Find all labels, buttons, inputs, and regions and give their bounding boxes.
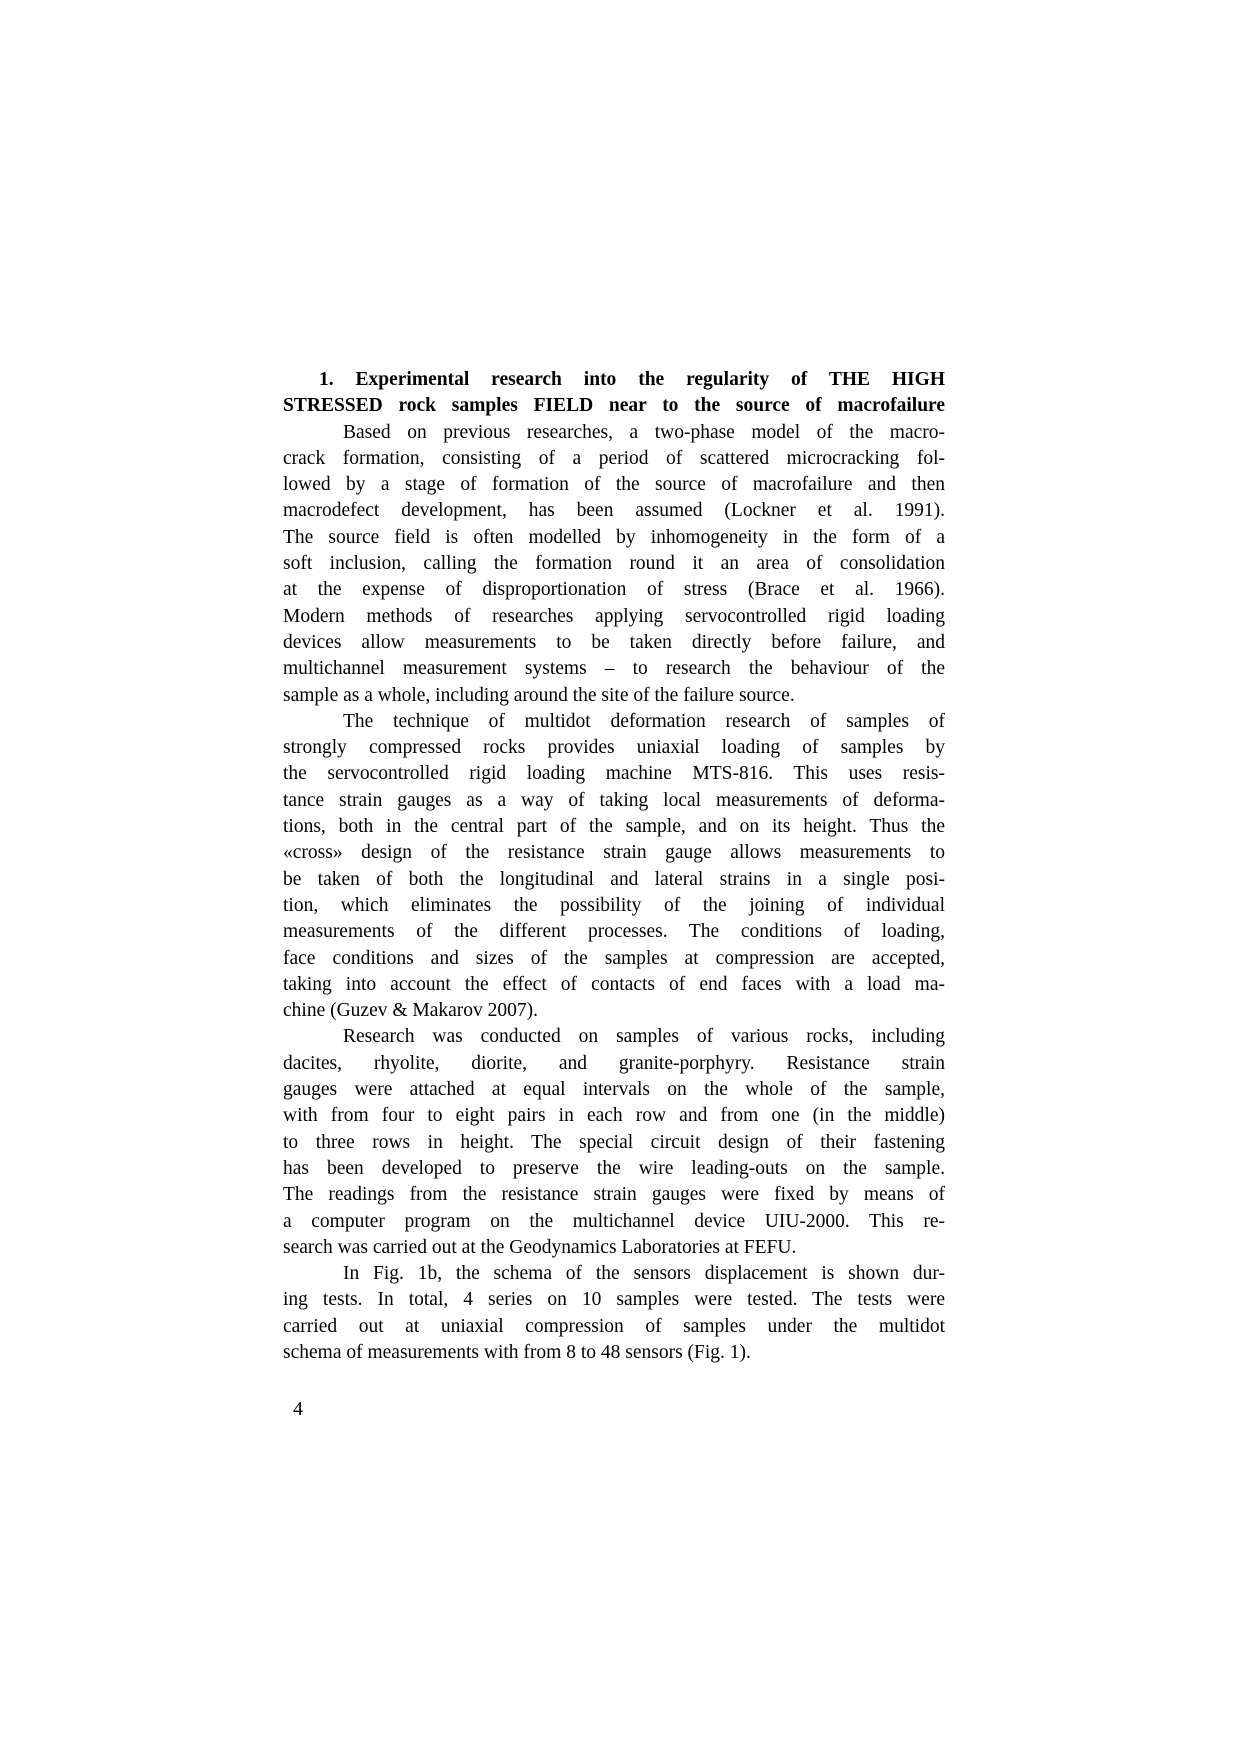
text-line: macrodefect development, has been assumed (Lockner et al. 1991). [283, 500, 945, 522]
heading-line: 1. Experimental research into the regularity of THE HIGH [319, 369, 945, 390]
text-line: «cross» design of the resistance strain gauge allows measurements to [283, 842, 945, 864]
text-line: multichannel measurement systems – to research the behaviour of the [283, 658, 945, 680]
text-line: carried out at uniaxial compression of samples under the multidot [283, 1315, 945, 1337]
text-line: with from four to eight pairs in each row and from one (in the middle) [283, 1105, 945, 1127]
text-line: strongly compressed rocks provides uniaxial loading of samples by [283, 737, 945, 759]
text-line: Based on previous researches, a two-phase model of the macro- [343, 421, 945, 443]
text-line: ing tests. In total, 4 series on 10 samples were tested. The tests were [283, 1289, 945, 1311]
text-line: tions, both in the central part of the sample, and on its height. Thus the [283, 816, 945, 838]
text-line: crack formation, consisting of a period of scattered microcracking fol- [283, 447, 945, 469]
text-line: has been developed to preserve the wire leading-outs on the sample. [283, 1157, 945, 1179]
text-line: a computer program on the multichannel device UIU-2000. This re- [283, 1210, 945, 1232]
text-line: The readings from the resistance strain gauges were fixed by means of [283, 1184, 945, 1206]
text-line: tion, which eliminates the possibility of the joining of individual [283, 894, 945, 916]
paragraph-research-samples [283, 1024, 945, 1261]
text-line: measurements of the different processes. The conditions of loading, [283, 921, 945, 943]
text-line: dacites, rhyolite, diorite, and granite-porphyry. Resistance strain [283, 1052, 945, 1074]
text-line: the servocontrolled rigid loading machine MTS-816. This uses resis- [283, 763, 945, 785]
text-column [283, 367, 945, 1366]
text-line: The technique of multidot deformation research of samples of [343, 710, 945, 732]
paragraph-multidot-technique [283, 709, 945, 1025]
paragraph-two-phase-model [283, 420, 945, 709]
text-line: gauges were attached at equal intervals on the whole of the sample, [283, 1079, 945, 1101]
text-line: chine (Guzev & Makarov 2007). [283, 1000, 539, 1022]
text-line: to three rows in height. The special circuit design of their fastening [283, 1131, 945, 1153]
text-line: sample as a whole, including around the site of the failure source. [283, 684, 795, 706]
text-line: tance strain gauges as a way of taking local measurements of deforma- [283, 789, 945, 811]
text-line: In Fig. 1b, the schema of the sensors displacement is shown dur- [343, 1263, 945, 1285]
text-line: lowed by a stage of formation of the source of macrofailure and then [283, 474, 945, 496]
text-line: at the expense of disproportionation of stress (Brace et al. 1966). [283, 579, 945, 601]
text-line: taking into account the effect of contacts of end faces with a load ma- [283, 973, 945, 995]
text-line: The source field is often modelled by inhomogeneity in the form of a [283, 526, 945, 548]
text-line: be taken of both the longitudinal and lateral strains in a single posi- [283, 868, 945, 890]
text-line: devices allow measurements to be taken directly before failure, and [283, 631, 945, 653]
text-line: Research was conducted on samples of various rocks, including [343, 1026, 945, 1048]
text-line: soft inclusion, calling the formation round it an area of consolidation [283, 553, 945, 575]
text-line: Modern methods of researches applying servocontrolled rigid loading [283, 605, 945, 627]
paragraph-tests-schema [283, 1261, 945, 1366]
text-line: face conditions and sizes of the samples at compression are accepted, [283, 947, 945, 969]
text-line: search was carried out at the Geodynamics Laboratories at FEFU. [283, 1236, 797, 1258]
heading-line: STRESSED rock samples FIELD near to the source of macrofailure [283, 395, 945, 417]
text-line: schema of measurements with from 8 to 48 sensors (Fig. 1). [283, 1341, 751, 1363]
section-heading [283, 367, 945, 420]
page-number: 4 [293, 1398, 303, 1420]
